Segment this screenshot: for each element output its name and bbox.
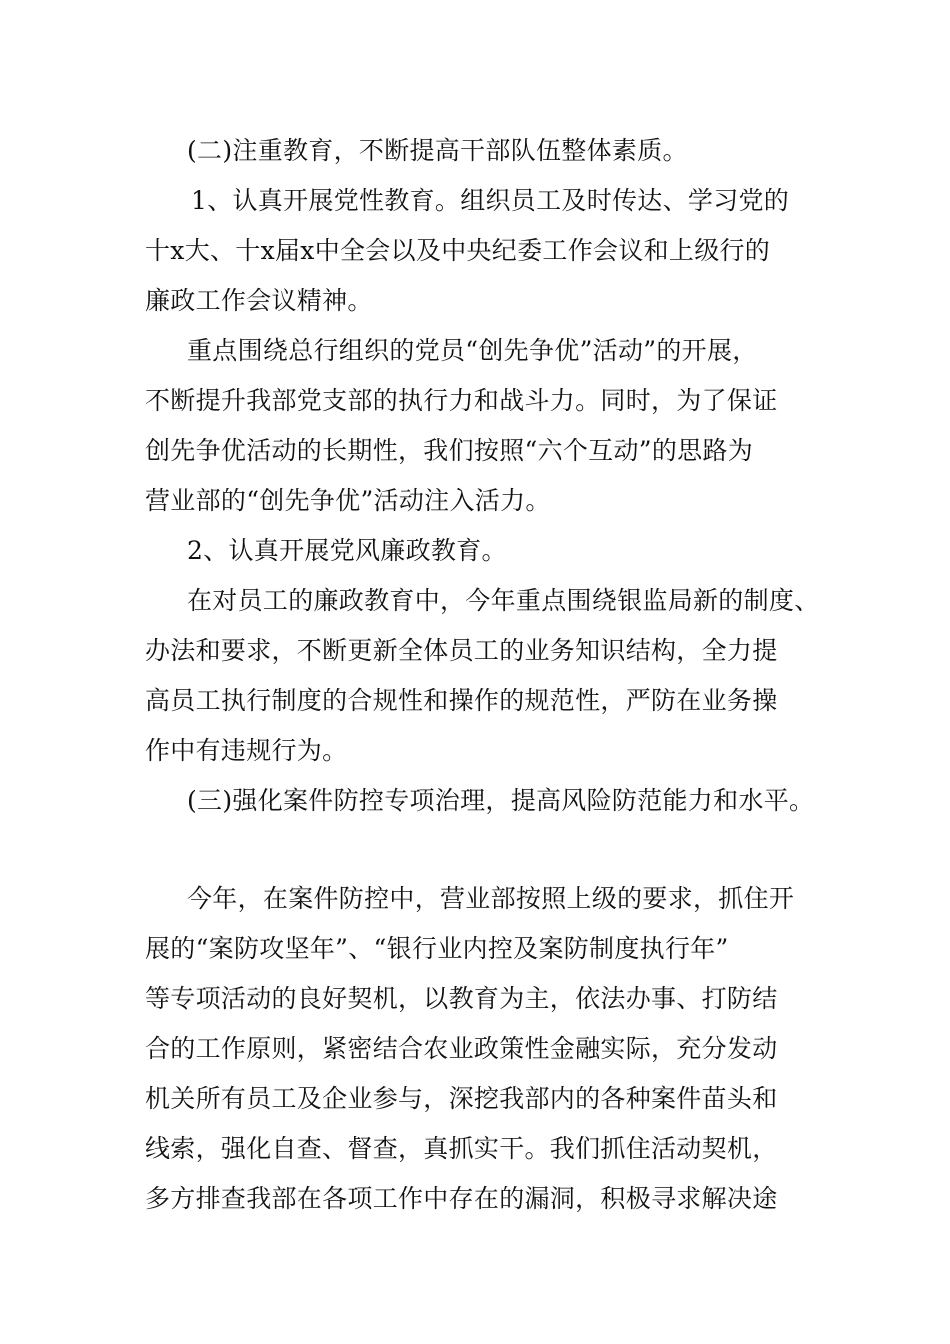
paragraph-line: 线索，强化自查、督查，真抓实干。我们抓住活动契机， bbox=[145, 1134, 778, 1163]
paragraph-line: 高员工执行制度的合规性和操作的规范性，严防在业务操 bbox=[145, 686, 778, 715]
paragraph-line: 不断提升我部党支部的执行力和战斗力。同时，为了保证 bbox=[145, 386, 778, 415]
paragraph-line: 廉政工作会议精神。 bbox=[145, 286, 373, 315]
paragraph-line: 等专项活动的良好契机，以教育为主，依法办事、打防结 bbox=[145, 984, 778, 1013]
paragraph-line: 1、认真开展党性教育。组织员工及时传达、学习党的 bbox=[191, 186, 790, 215]
paragraph-line: 今年，在案件防控中，营业部按照上级的要求，抓住开 bbox=[187, 884, 795, 913]
paragraph-line: 机关所有员工及企业参与，深挖我部内的各种案件苗头和 bbox=[145, 1084, 778, 1113]
paragraph-line: 2、认真开展党风廉政教育。 bbox=[187, 536, 507, 565]
paragraph-line: 办法和要求，不断更新全体员工的业务知识结构，全力提 bbox=[145, 636, 778, 665]
paragraph-line: 十x大、十x届x中全会以及中央纪委工作会议和上级行的 bbox=[145, 236, 771, 265]
paragraph-line: 创先争优活动的长期性，我们按照“六个互动”的思路为 bbox=[145, 436, 754, 465]
paragraph-line: 展的“案防攻坚年”、“银行业内控及案防制度执行年” bbox=[145, 934, 729, 963]
paragraph-line: 多方排查我部在各项工作中存在的漏洞，积极寻求解决途 bbox=[145, 1184, 778, 1213]
section-heading-3: (三)强化案件防控专项治理，提高风险防范能力和水平。 bbox=[187, 786, 815, 815]
paragraph-line: 营业部的“创先争优”活动注入活力。 bbox=[145, 486, 551, 515]
paragraph-line: 重点围绕总行组织的党员“创先争优”活动”的开展， bbox=[187, 336, 758, 365]
paragraph-line: 作中有违规行为。 bbox=[145, 736, 348, 765]
section-heading-2: (二)注重教育，不断提高干部队伍整体素质。 bbox=[187, 136, 688, 165]
paragraph-line: 合的工作原则，紧密结合农业政策性金融实际，充分发动 bbox=[145, 1034, 778, 1063]
paragraph-line: 在对员工的廉政教育中，今年重点围绕银监局新的制度、 bbox=[187, 586, 820, 615]
